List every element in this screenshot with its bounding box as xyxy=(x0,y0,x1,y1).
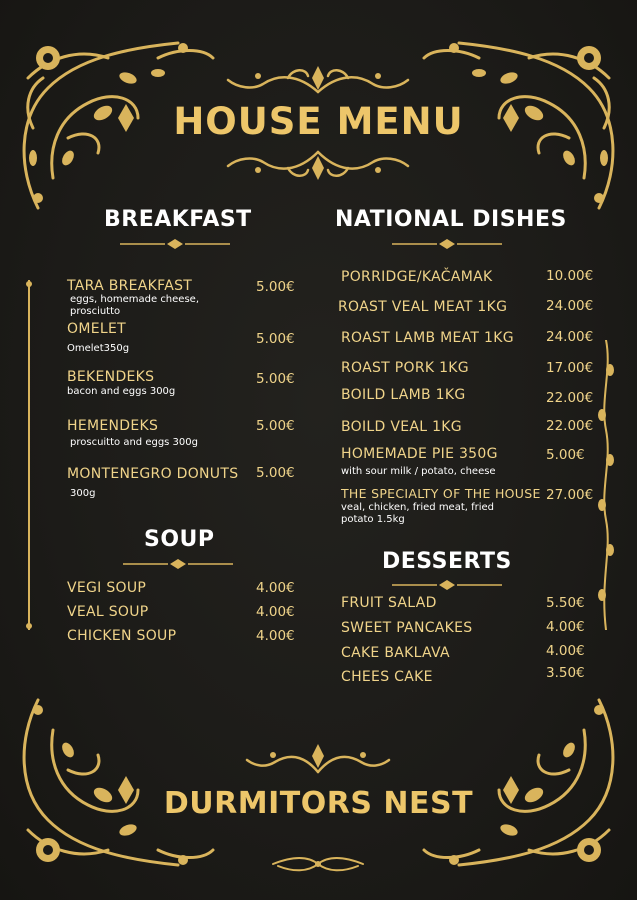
menu-title: HOUSE MENU xyxy=(173,100,464,143)
menu-item-name: MONTENEGRO DONUTS xyxy=(67,466,239,482)
menu-item-description: veal, chicken, fried meat, fried potato 1.5kg xyxy=(341,502,495,525)
menu-item-price: 4.00€ xyxy=(256,604,295,620)
menu-item-description: with sour milk / potato, cheese xyxy=(341,466,496,477)
section-title-soup: SOUP xyxy=(144,527,215,552)
menu-item-description: proscuitto and eggs 300g xyxy=(70,437,198,448)
menu-item-description: bacon and eggs 300g xyxy=(67,386,176,397)
menu-item-name: CHICKEN SOUP xyxy=(67,628,177,644)
side-vine-icon xyxy=(22,280,36,630)
menu-item-name: BEKENDEKS xyxy=(67,369,155,385)
menu-item-price: 5.00€ xyxy=(256,418,295,434)
side-vine-icon xyxy=(596,340,616,630)
menu-item-name: FRUIT SALAD xyxy=(341,595,437,611)
section-title-breakfast: BREAKFAST xyxy=(104,207,252,232)
title-flourish-icon xyxy=(218,146,418,182)
divider-ornament-icon xyxy=(120,239,230,249)
menu-item-price: 17.00€ xyxy=(546,360,594,376)
menu-item-price: 4.00€ xyxy=(546,619,585,635)
menu-item-price: 22.00€ xyxy=(546,418,594,434)
menu-item-name: OMELET xyxy=(67,321,126,337)
section-title-national-dishes: NATIONAL DISHES xyxy=(335,207,567,232)
divider-ornament-icon xyxy=(392,239,502,249)
menu-item-name: HOMEMADE PIE 350G xyxy=(341,446,498,462)
menu-item-name: SWEET PANCAKES xyxy=(341,620,473,636)
menu-item-name: BOILD VEAL 1KG xyxy=(341,419,462,435)
menu-item-name: CHEES CAKE xyxy=(341,669,433,685)
restaurant-name: DURMITORS NEST xyxy=(163,786,474,821)
menu-item-name: ROAST LAMB MEAT 1KG xyxy=(341,330,514,346)
menu-item-price: 5.00€ xyxy=(256,465,295,481)
menu-item-name: BOILD LAMB 1KG xyxy=(341,387,466,403)
menu-item-price: 3.50€ xyxy=(546,665,585,681)
menu-item-price: 24.00€ xyxy=(546,298,594,314)
menu-item-price: 5.00€ xyxy=(546,447,585,463)
menu-item-price: 4.00€ xyxy=(256,580,295,596)
menu-item-price: 24.00€ xyxy=(546,329,594,345)
title-flourish-icon xyxy=(268,852,368,876)
menu-item-name: ROAST VEAL MEAT 1KG xyxy=(338,299,508,315)
menu-item-description: eggs, homemade cheese, prosciutto xyxy=(70,294,199,317)
menu-item-price: 4.00€ xyxy=(546,643,585,659)
menu-item-price: 5.00€ xyxy=(256,331,295,347)
menu-item-price: 10.00€ xyxy=(546,268,594,284)
menu-item-name: VEAL SOUP xyxy=(67,604,149,620)
menu-item-description: 300g xyxy=(70,488,96,499)
menu-item-name: VEGI SOUP xyxy=(67,580,147,596)
menu-item-price: 5.50€ xyxy=(546,595,585,611)
menu-item-price: 22.00€ xyxy=(546,390,594,406)
menu-item-description: Omelet350g xyxy=(67,343,130,354)
menu-item-price: 5.00€ xyxy=(256,371,295,387)
menu-item-name: HEMENDEKS xyxy=(67,418,159,434)
section-title-desserts: DESSERTS xyxy=(382,549,512,574)
menu-item-name: TARA BREAKFAST xyxy=(67,278,193,294)
menu-item-price: 4.00€ xyxy=(256,628,295,644)
title-flourish-icon xyxy=(218,64,418,96)
title-flourish-icon xyxy=(243,742,393,776)
menu-item-name: ROAST PORK 1KG xyxy=(341,360,469,376)
divider-ornament-icon xyxy=(123,559,233,569)
menu-item-name: PORRIDGE/KAČAMAK xyxy=(341,269,493,285)
menu-item-price: 27.00€ xyxy=(546,487,594,503)
menu-item-name: THE SPECIALTY OF THE HOUSE xyxy=(341,486,541,501)
menu-item-name: CAKE BAKLAVA xyxy=(341,645,450,661)
divider-ornament-icon xyxy=(392,580,502,590)
menu-item-price: 5.00€ xyxy=(256,279,295,295)
